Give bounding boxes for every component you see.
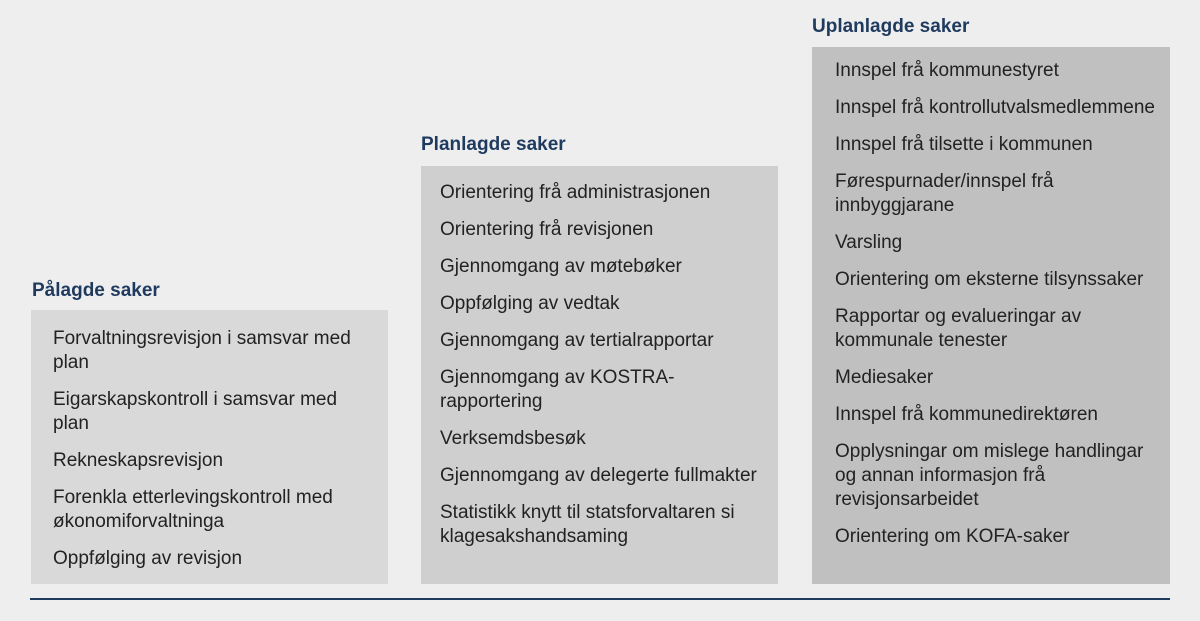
list-item: Statistikk knytt til statsforvaltaren si klagesakshandsaming (440, 502, 735, 547)
list-item: Innspel frå tilsette i kommunen (835, 134, 1093, 155)
list-item: Gjennomgang av møtebøker (440, 256, 682, 277)
list-item: Opplysningar om mislege handlingar og annan informasjon frå revisjonsarbeidet (835, 441, 1144, 510)
list-item: Verksemdsbesøk (440, 428, 586, 449)
list-item: Rapportar og evalueringar av kommunale tenester (835, 306, 1082, 351)
list-item: Førespurnader/innspel frå innbyggjarane (835, 171, 1054, 216)
list-item: Forvaltningsrevisjon i samsvar med plan (53, 328, 351, 373)
item-box (31, 310, 388, 584)
list-item: Gjennomgang av delegerte fullmakter (440, 465, 757, 486)
list-item: Forenkla etterlevingskontroll med økonomiforvaltninga (53, 487, 333, 532)
list-item: Gjennomgang av tertialrapportar (440, 330, 714, 351)
column-title: Pålagde saker (32, 280, 160, 301)
column-title: Planlagde saker (421, 134, 566, 155)
list-item: Orientering om KOFA-saker (835, 526, 1070, 547)
list-item: Mediesaker (835, 367, 934, 388)
list-item: Innspel frå kontrollutvalsmedlemmene (835, 97, 1155, 118)
list-item: Orientering frå administrasjonen (440, 182, 711, 203)
list-item: Rekneskapsrevisjon (53, 450, 224, 471)
column-title: Uplanlagde saker (812, 16, 970, 37)
list-item: Oppfølging av vedtak (440, 293, 620, 314)
list-item: Innspel frå kommunestyret (835, 60, 1059, 81)
item-box (812, 47, 1170, 584)
list-item: Eigarskapskontroll i samsvar med plan (53, 389, 338, 434)
list-item: Gjennomgang av KOSTRA-rapportering (440, 367, 675, 412)
list-item: Orientering frå revisjonen (440, 219, 654, 240)
list-item: Innspel frå kommunedirektøren (835, 404, 1098, 425)
list-item: Orientering om eksterne tilsynssaker (835, 269, 1144, 290)
list-item: Oppfølging av revisjon (53, 548, 243, 569)
list-item: Varsling (835, 232, 903, 253)
bottom-divider (30, 598, 1170, 600)
item-box (421, 166, 778, 584)
